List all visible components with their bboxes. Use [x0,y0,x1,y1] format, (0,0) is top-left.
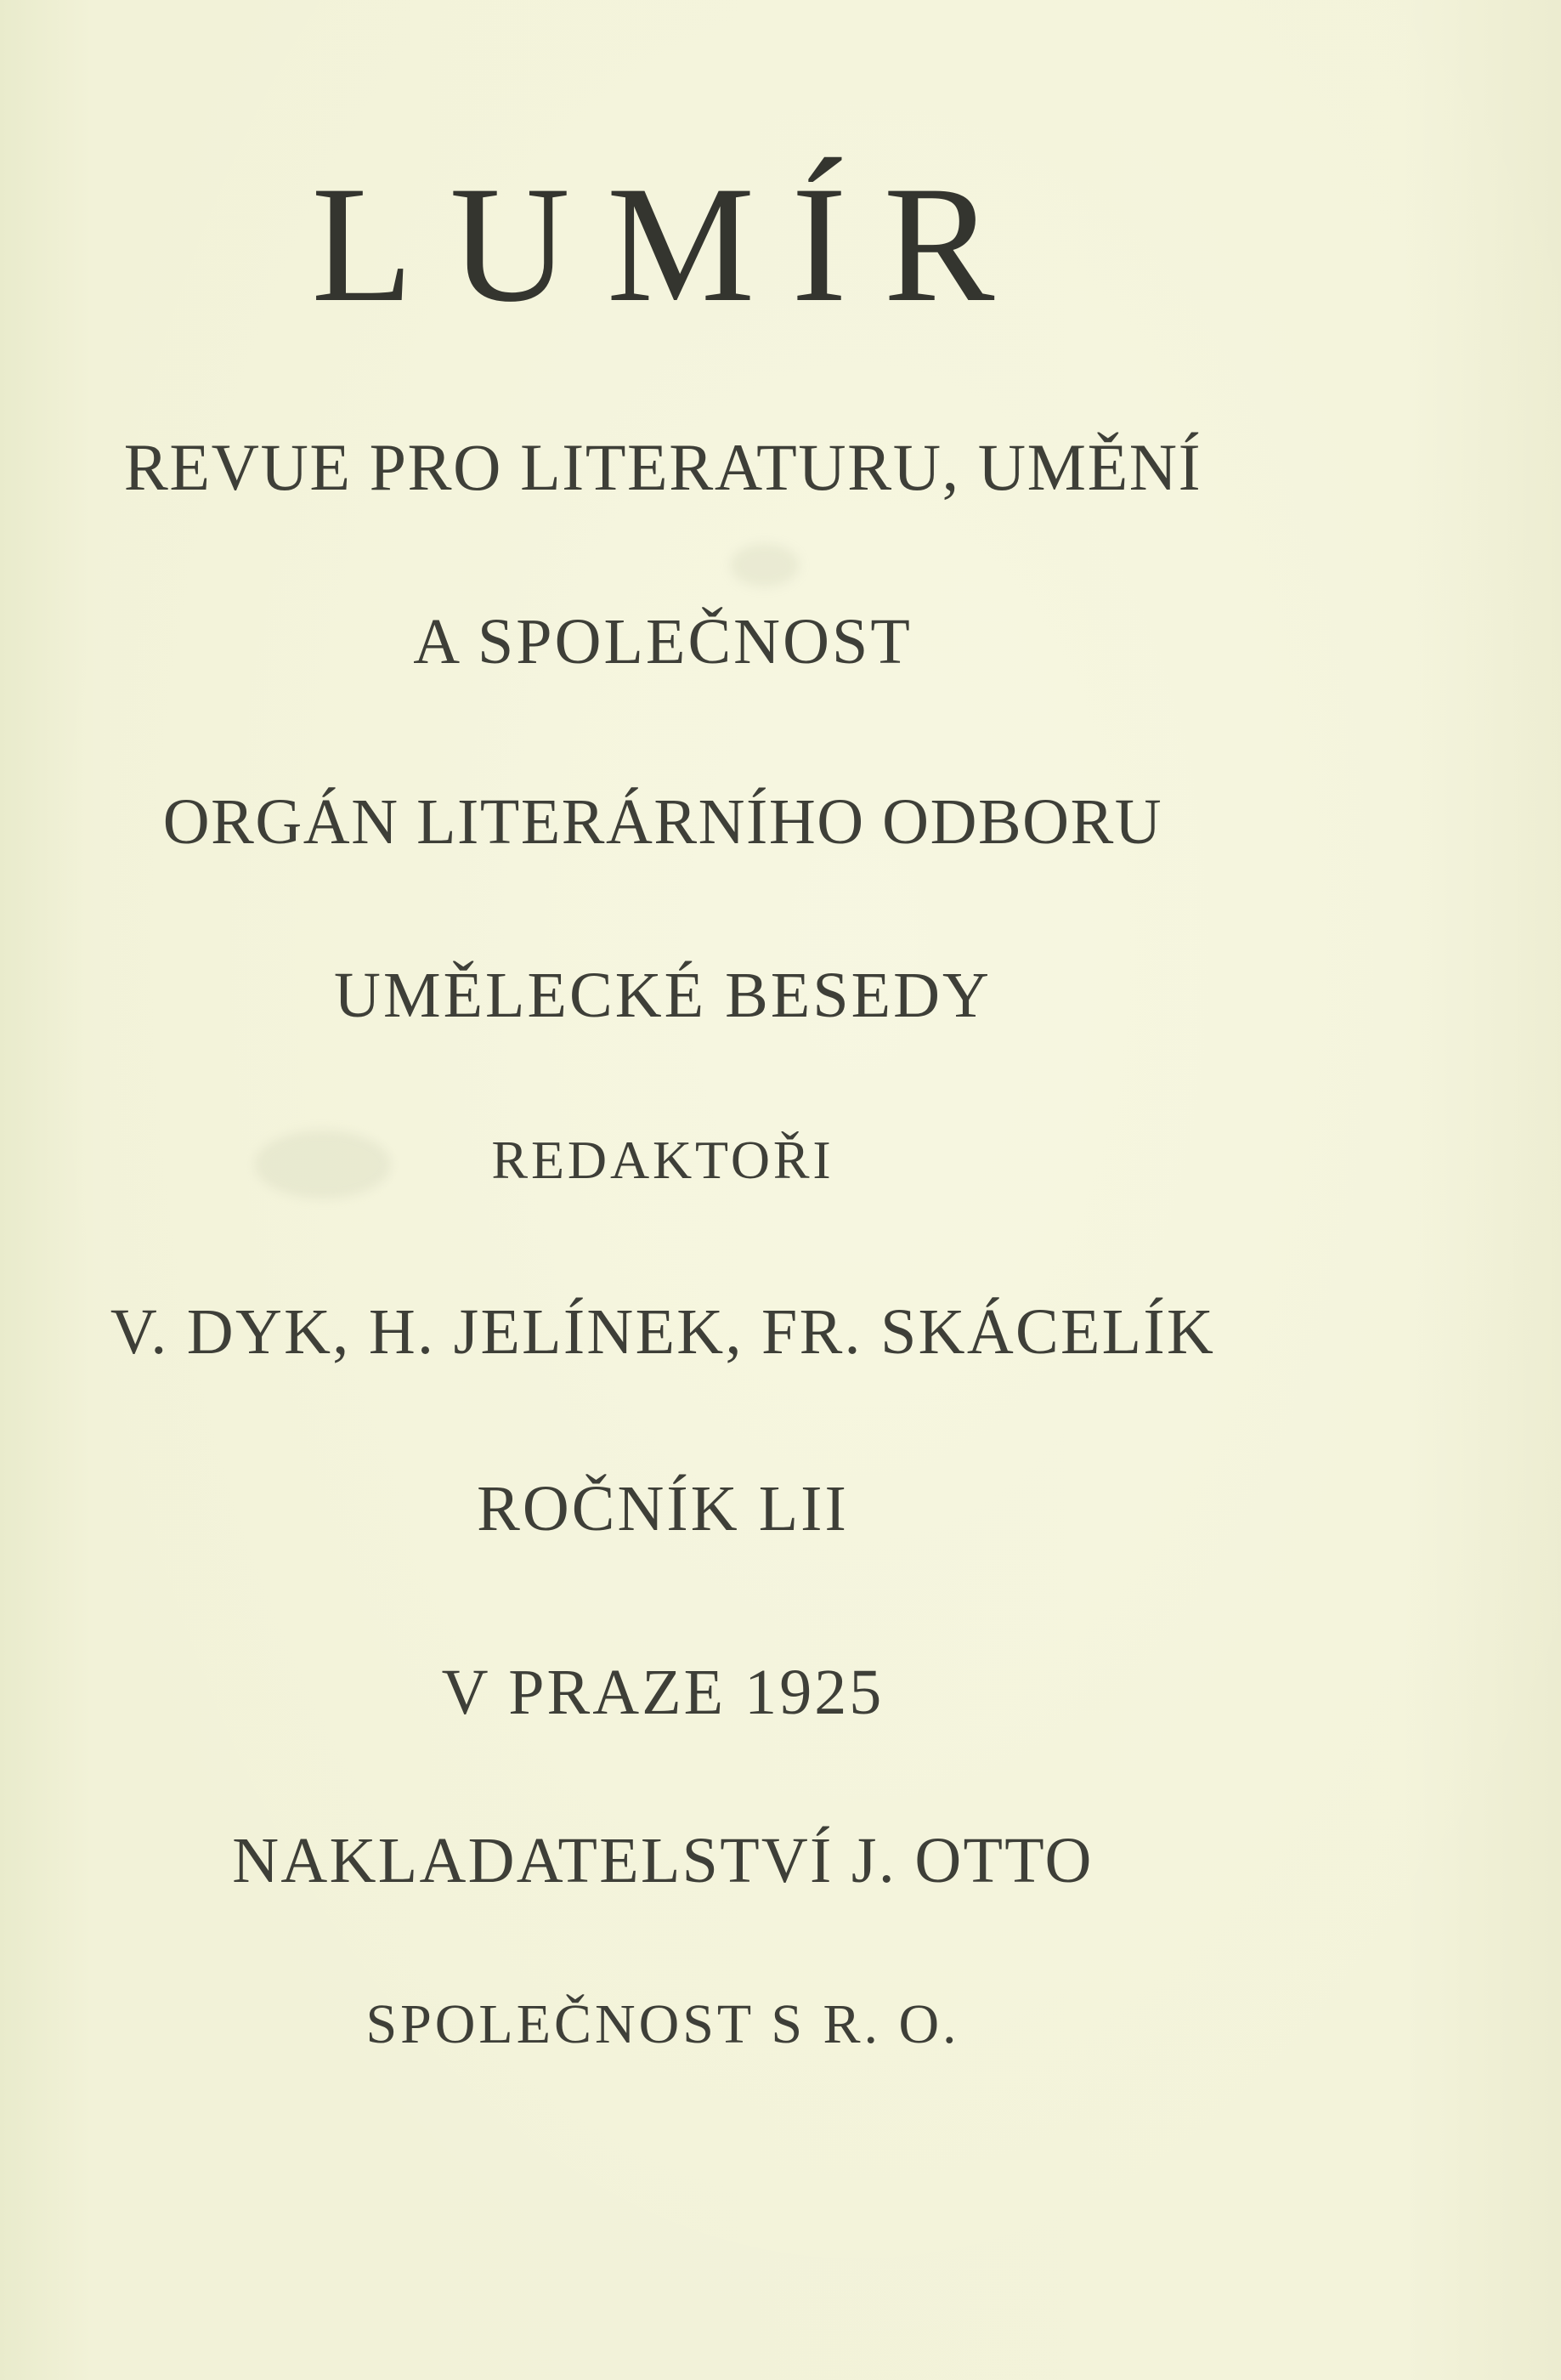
subtitle-line-1: REVUE PRO LITERATURU, UMĚNÍ [123,430,1202,504]
publisher-company-line: SPOLEČNOST S R. O. [365,1993,960,2055]
volume-line: ROČNÍK LII [477,1473,849,1544]
journal-title: LUMÍR [311,152,1032,337]
subtitle-line-2: A SPOLEČNOST [413,606,913,677]
place-year-line: V PRAZE 1925 [441,1657,885,1728]
editors-heading: REDAKTOŘI [491,1130,834,1190]
organ-line-1: ORGÁN LITERÁRNÍHO ODBORU [162,786,1163,858]
editors-names: V. DYK, H. JELÍNEK, FR. SKÁCELÍK [110,1296,1216,1368]
publisher-line: NAKLADATELSTVÍ J. OTTO [232,1825,1094,1896]
paper-stain [731,544,799,586]
organ-line-2: UMĚLECKÉ BESEDY [334,960,992,1031]
